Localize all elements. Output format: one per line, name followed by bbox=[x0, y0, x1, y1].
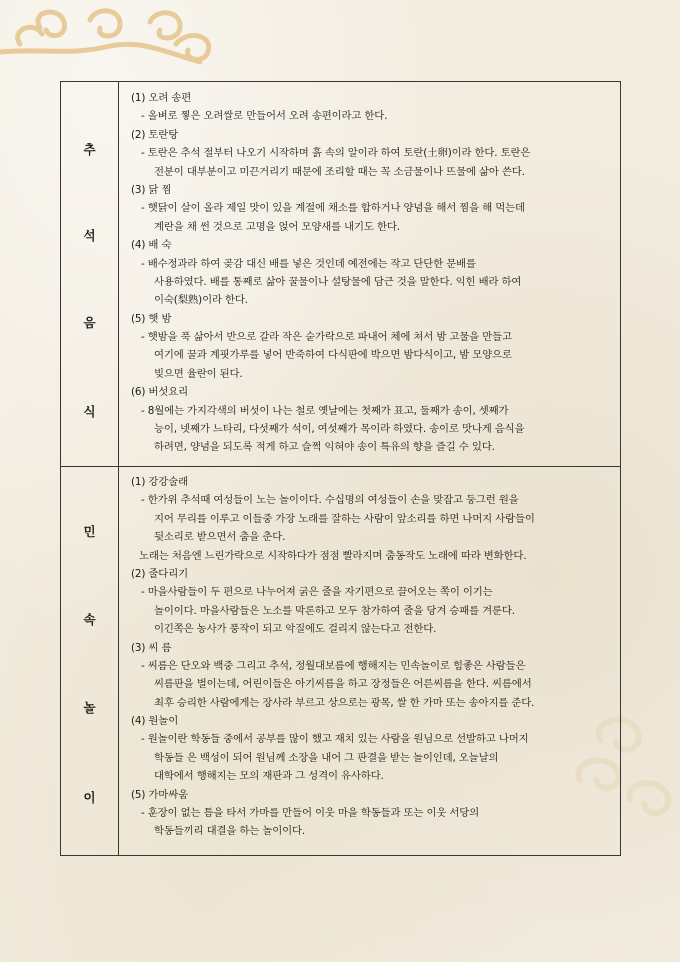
folk-games-section bbox=[61, 466, 620, 855]
item-text-line: 사용하였다. 배를 통째로 삶아 꿀물이나 설탕물에 담근 것을 말한다. 익힌 배라 하여 bbox=[154, 275, 522, 288]
label-char: 식 bbox=[83, 404, 96, 419]
item-text-line: - 훈장이 없는 틈을 타서 가마를 만들어 이웃 마을 학동들과 또는 이웃 서당의 bbox=[141, 807, 480, 820]
item-text-line: 여기에 꿀과 계핏가루를 넣어 반죽하여 다식판에 박으면 밤다식이고, 밤 모양으로 bbox=[154, 349, 512, 362]
label-char: 속 bbox=[83, 612, 96, 627]
info-table bbox=[60, 81, 621, 856]
label-char: 석 bbox=[83, 228, 96, 243]
item-heading: (1) 오려 송편 bbox=[131, 92, 192, 104]
item-text-line: 지어 무리를 이루고 이들중 가장 노래를 잘하는 사람이 앞소리를 하면 나머지 사람들이 bbox=[154, 512, 535, 525]
item-text-line: - 햇닭이 살이 올라 제일 맛이 있을 계절에 채소를 합하거나 양념을 해서 찜을 해 먹는데 bbox=[141, 202, 525, 215]
item-heading: (4) 배 숙 bbox=[131, 239, 172, 252]
item-heading: (5) 햇 밤 bbox=[131, 312, 172, 325]
item-text-line: 계란을 채 썬 것으로 고명을 얹어 모양새를 내기도 한다. bbox=[154, 220, 400, 233]
item-text-line: - 8월에는 가지각색의 버섯이 나는 철로 옛날에는 첫째가 표고, 둘째가 송이, 셋째가 bbox=[141, 404, 509, 417]
item-text-line: - 마을사람들이 두 편으로 나누어져 굵은 줄을 자기편으로 끌어오는 쪽이 이기는 bbox=[141, 586, 493, 599]
chuseok-food-label bbox=[61, 82, 119, 466]
item-text-line: 노래는 처음엔 느린가락으로 시작하다가 점점 빨라지며 춤동작도 노래에 따라 변화한다. bbox=[139, 549, 527, 562]
chuseok-food-content bbox=[131, 89, 616, 457]
item-text-line: 최후 승리한 사람에게는 장사라 부르고 상으로는 광목, 쌀 한 가마 또는 송아지를 준다. bbox=[154, 696, 535, 709]
item-heading: (5) 가마싸움 bbox=[131, 788, 188, 801]
item-text-line: 뒷소리로 받으면서 춤을 춘다. bbox=[154, 531, 286, 544]
label-char: 음 bbox=[83, 315, 96, 330]
item-text-line: 빚으면 율란이 된다. bbox=[154, 367, 243, 380]
item-text-line: 놀이이다. 마을사람들은 노소를 막론하고 모두 참가하여 줄을 당겨 승패를 겨룬다. bbox=[154, 604, 515, 617]
item-text-line: 이숙(梨熟)이라 한다. bbox=[154, 294, 248, 307]
item-text-line: 이긴쪽은 농사가 풍작이 되고 악질에도 걸리지 않는다고 전한다. bbox=[154, 623, 437, 636]
item-text-line: 능이, 넷째가 느타리, 다섯째가 석이, 여섯째가 목이라 하였다. 송이로 맛나게 음식을 bbox=[154, 423, 525, 436]
item-heading: (6) 버섯요리 bbox=[131, 386, 188, 399]
item-text-line: 전분이 대부분이고 미끈거리기 때문에 조리할 때는 꼭 소금물이나 뜨물에 삶아 쓴다. bbox=[154, 165, 525, 178]
item-heading: (2) 토란탕 bbox=[131, 128, 179, 141]
item-text-line: - 햇밤을 푹 삶아서 반으로 갈라 작은 숟가락으로 파내어 체에 쳐서 밤 고물을 만들고 bbox=[141, 331, 512, 344]
item-text-line: 대학에서 행해지는 모의 재판과 그 성격이 유사하다. bbox=[154, 770, 384, 783]
item-text-line: - 토란은 추석 절부터 나오기 시작하며 흙 속의 알이라 하여 토란(土卵)이라 한다. 토란은 bbox=[141, 147, 531, 160]
folk-games-label bbox=[61, 466, 119, 855]
item-heading: (4) 원놀이 bbox=[131, 715, 179, 728]
label-char: 추 bbox=[83, 142, 96, 157]
label-char: 놀 bbox=[83, 700, 96, 715]
label-char: 민 bbox=[83, 524, 96, 539]
item-heading: (2) 줄다리기 bbox=[131, 567, 188, 580]
item-text-line: - 올벼로 찧은 오려쌀로 만들어서 오려 송편이라고 한다. bbox=[141, 110, 388, 123]
item-text-line: - 씨름은 단오와 백중 그리고 추석, 정월대보름에 행해지는 민속놀이로 힘좋은 사람들은 bbox=[141, 659, 526, 672]
item-text-line: 학동들끼리 대결을 하는 놀이이다. bbox=[154, 825, 306, 838]
cloud-ornament-top-left bbox=[0, 0, 240, 80]
item-text-line: 씨름판을 벌이는데, 어린이들은 아기씨름을 하고 장정들은 어른씨름을 한다. 씨름에서 bbox=[154, 678, 532, 691]
item-text-line: - 한가위 추석때 여성들이 노는 놀이이다. 수십명의 여성들이 손을 맞잡고 둥그런 원을 bbox=[141, 494, 519, 507]
item-heading: (1) 강강술래 bbox=[131, 476, 188, 488]
item-text-line: - 배수정과라 하여 곶감 대신 배를 넣은 것인데 예전에는 작고 단단한 문배를 bbox=[141, 257, 476, 270]
item-text-line: - 원놀이란 학동들 중에서 공부를 많이 했고 재치 있는 사람을 원님으로 선발하고 나머지 bbox=[141, 733, 529, 746]
item-text-line: 학동들 은 백성이 되어 원님께 소장을 내어 그 판결을 받는 놀이인데, 오늘날의 bbox=[154, 751, 499, 764]
item-heading: (3) 닭 찜 bbox=[131, 183, 172, 196]
item-text-line: 하려면, 양념을 되도록 적게 하고 슬쩍 익혀야 송이 특유의 향을 즐길 수 있다. bbox=[154, 441, 495, 454]
item-heading: (3) 씨 름 bbox=[131, 641, 172, 654]
label-char: 이 bbox=[83, 790, 96, 805]
folk-games-content bbox=[131, 473, 616, 841]
chuseok-food-section bbox=[61, 82, 620, 467]
